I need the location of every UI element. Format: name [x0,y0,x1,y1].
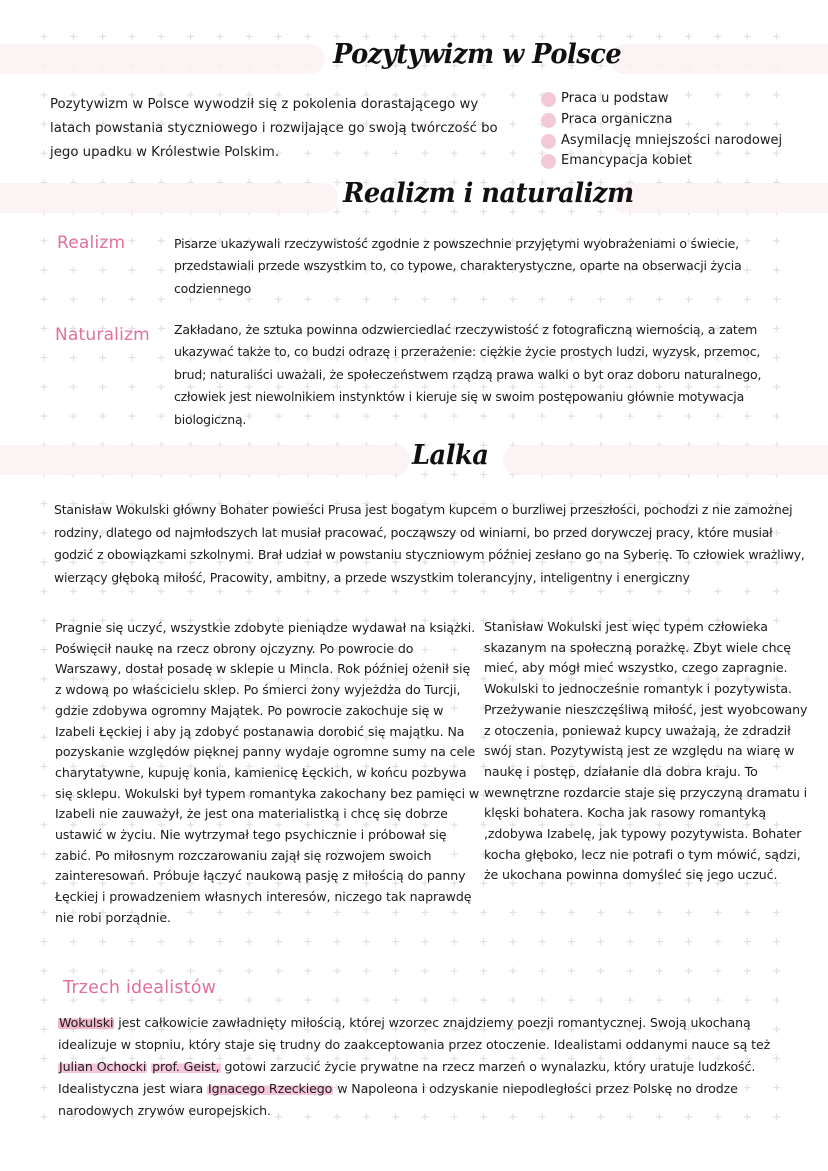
heading-trzech-idealistow: Trzech idealistów [63,978,217,998]
banner-pill-left [0,44,325,74]
bullet-item: Praca organiczna [541,110,782,131]
pink-dot-icon [541,134,556,149]
pink-dot-icon [541,113,556,128]
highlight-julian-ochocki: Julian Ochocki [59,1059,147,1074]
highlight-prof-geist: prof. Geist, [152,1059,220,1074]
banner-pill-right [610,183,828,213]
section-banner-realizm [0,178,828,213]
section-banner-lalka [0,440,828,475]
pink-dot-icon [541,92,556,107]
lalka-intro: Stanisław Wokulski główny Bohater powieści Prusa jest bogatym kupcem o burzliwej przeszłości, pochodzi z nie zamożnej rodziny, dlatego od najmłodszych lat musiał pracować, począwszy od winiarni, bo przed dorywczej pracy, które musiał godzić z obowiązkami szkolnymi. Brał udział w powstaniu styczniowym później zesłano go na Syberię. To człowiek wrażliwy, wierzący głęboką miłość, Pracowity, ambitny, a przede wszystkim tolerancyjny, inteligentny i energiczny [54,502,805,585]
term-realizm: Realizm [57,233,126,253]
lalka-left-column: Pragnie się uczyć, wszystkie zdobyte pieniądze wydawał na książki. Poświęcił naukę na rzecz obrony ojczyzny. Po powrocie do Warszawy, dostał posadę w sklepie u Mincla. Rok później ożenił się z wdową po właścicielu sklep. Po śmierci żony wyjeżdża do Turcji, gdzie zdobywa ogromny Majątek. Po powrocie zakochuje się w Izabeli Łęckiej i aby ją zdobyć postanawia dorobić się majątku. Na pozyskanie względów pięknej panny wydaje ogromne sumy na cele charytatywne, kupuję konia, kamienicę Łęckich, w końcu pozbywa się sklepu. Wokulski był typem romantyka zakochany bez pamięci w Izabeli nie zauważył, że jest ona materialistką i chcę się dobrze ustawić w życiu. Nie wytrzymał tego psychicznie i próbował się zabić. Po miłosnym rozczarowaniu zajął się rozwojem swoich zainteresowań. Próbuje łączyć naukową pasję z miłością do panny Łęckiej i prowadzeniem własnych interesów, niczego tak naprawdę nie robi porządnie. [55,620,480,925]
highlight-wokulski: Wokulski [59,1015,114,1030]
banner-pill-left [0,183,338,213]
pozytywizm-intro: Pozytywizm w Polsce wywodził się z pokolenia dorastającego wy latach powstania styczniowego i rozwijające go swoją twórczość bo jego upadku w Królestwie Polskim. [50,97,498,160]
highlight-ignacy-rzecki: Ignacego Rzeckiego [208,1081,333,1096]
banner-pill-right [503,445,828,475]
banner-pill-left [0,445,410,475]
bullet-item: Asymilację mniejszości narodowej [541,131,782,152]
trzech-idealistow-paragraph: Wokulski jest całkowicie zawładnięty miłością, której wzorzec znajdziemy poezji romantycznej. Swoją ukochaną idealizuje w stopniu, który staje się trudny do zaakceptowania przez otoczenie. Idealistami oddanymi nauce są też Julian Ochocki prof. Geist, gotowi zarzucić życie prywatne na rzecz marzeń o wynalazku, który uratuje ludzkość. Idealistyczna jest wiara Ignacego Rzeckiego w Napoleona i odzyskanie niepodległości przez Polskę no drodze narodowych zrywów europejskich. [58,1015,771,1118]
bullet-item: Praca u podstaw [541,89,782,110]
definition-naturalizm: Zakładano, że sztuka powinna odzwierciedlać rzeczywistość z fotograficzną wiernością, a zatem ukazywać także to, co budzi odrazę i przerażenie: ciężkie życie prostych ludzi, wyzysk, przemoc, brud; naturaliści uważali, że społeczeństwem rządzą prawa walki o byt oraz doboru naturalnego, człowiek jest niewolnikiem instynktów i kieruje się w swoim postępowaniu głównie motywacja biologiczną. [174,322,762,427]
section-title: Realizm i naturalizm [343,178,634,209]
term-naturalizm: Naturalizm [55,325,150,345]
definition-realizm: Pisarze ukazywali rzeczywistość zgodnie z powszechnie przyjętymi wyobrażeniami o świecie, przedstawiali przede wszystkim to, co typowe, charakterystyczne, oparte na obserwacji życia codziennego [174,236,742,296]
pozytywizm-key-points [541,89,782,172]
section-title: Pozytywizm w Polsce [333,39,622,70]
section-title: Lalka [412,440,489,471]
bullet-item: Emancypacja kobiet [541,151,782,172]
lalka-right-column: Stanisław Wokulski jest więc typem człowieka skazanym na społeczną porażkę. Zbyt wiele chcę mieć, aby mógł mieć wszystko, czego zapragnie. Wokulski to jednocześnie romantyk i pozytywista. Przeżywanie nieszczęśliwą miłość, jest wyobcowany z otoczenia, ponieważ kupcy uważają, że zdradził swój stan. Pozytywistą jest ze względu na wiarę w naukę i postęp, działanie dla dobra kraju. To wewnętrzne rozdarcie staje się przyczyną dramatu i klęski bohatera. Kocha jak rasowy romantyką ,zdobywa Izabelę, jak typowy pozytywista. Bohater kocha głęboko, lecz nie potrafi o tym mówić, sądzi, że ukochana powinna domyśleć się jego uczuć. [484,619,808,883]
banner-pill-right [610,44,828,74]
section-banner-pozytywizm [0,39,828,74]
pink-dot-icon [541,154,556,169]
